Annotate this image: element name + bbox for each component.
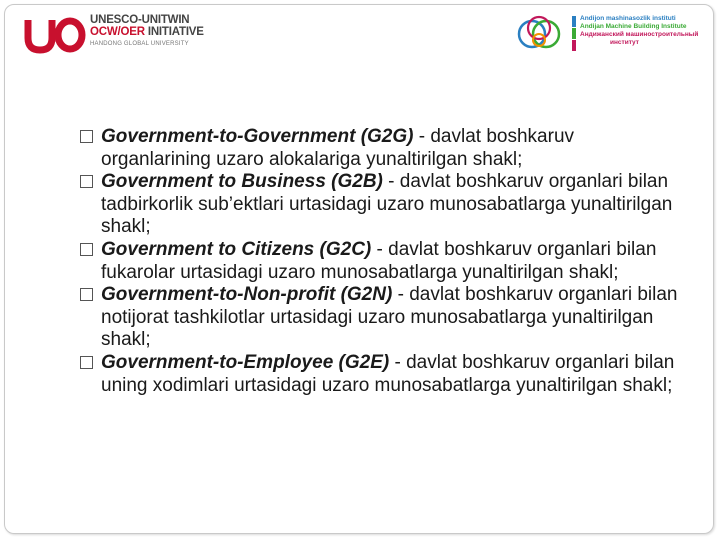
checkbox-bullet-icon bbox=[80, 356, 93, 369]
item-term: Government to Business (G2B) bbox=[101, 171, 383, 193]
list-item bbox=[80, 284, 680, 352]
andijan-emblem-icon bbox=[512, 14, 568, 56]
logo-line-ocw bbox=[90, 26, 204, 38]
list-item bbox=[80, 126, 680, 171]
uo-logo-mark-icon bbox=[24, 16, 86, 54]
item-desc: - davlat boshkaruv organlari bilan tadbirkorlik sub’ektlari urtasidagi uzaro munosabatlarga yunaltirilgan shakl; bbox=[101, 171, 673, 238]
checkbox-bullet-icon bbox=[80, 175, 93, 188]
logo-line-ru-2: институт bbox=[610, 39, 639, 46]
bullet-list bbox=[80, 126, 680, 397]
logo-line-en: Andijan Machine Building Institute bbox=[580, 23, 687, 30]
checkbox-bullet-icon bbox=[80, 130, 93, 143]
item-desc: - davlat boshkaruv organlari bilan fukarolar urtasidagi uzaro munosabatlarga yunaltirilgan shakl; bbox=[101, 238, 657, 283]
list-item bbox=[80, 352, 680, 397]
logo-bar-magenta bbox=[572, 40, 576, 51]
logo-ocw-oer: OCW/OER bbox=[90, 26, 145, 38]
checkbox-bullet-icon bbox=[80, 288, 93, 301]
logo-bar-green bbox=[572, 28, 576, 39]
item-term: Government to Citizens (G2C) bbox=[101, 238, 372, 260]
andijan-institute-logo bbox=[512, 12, 702, 58]
unesco-unitwin-logo bbox=[24, 14, 224, 58]
list-item bbox=[80, 239, 680, 284]
item-desc: - davlat boshkaruv organlarining uzaro alokalariga yunaltirilgan shakl; bbox=[101, 126, 575, 170]
logo-line-uz: Andijon mashinasozlik instituti bbox=[580, 15, 676, 22]
item-term: Government-to-Non-profit (G2N) bbox=[101, 284, 393, 306]
logo-bar-blue bbox=[572, 16, 576, 27]
list-item bbox=[80, 171, 680, 239]
item-term: Government-to-Government (G2G) bbox=[101, 126, 414, 147]
logo-color-bars bbox=[572, 16, 576, 50]
item-desc: - davlat boshkaruv organlari bilan uning xodimlari urtasidagi uzaro munosabatlarga yunaltirilgan shakl; bbox=[101, 351, 675, 396]
logo-initiative: INITIATIVE bbox=[144, 26, 204, 38]
logo-line-unesco: UNESCO-UNITWIN bbox=[90, 14, 190, 26]
item-desc: - davlat boshkaruv organlari bilan notijorat tashkilotlar urtasidagi uzaro munosabatlarga yunaltirilgan shakl; bbox=[101, 284, 678, 351]
logo-line-ru: Андижанский машиностроительный bbox=[580, 31, 699, 38]
item-term: Government-to-Employee (G2E) bbox=[101, 351, 390, 373]
logo-line-handong: HANDONG GLOBAL UNIVERSITY bbox=[90, 41, 189, 47]
checkbox-bullet-icon bbox=[80, 243, 93, 256]
